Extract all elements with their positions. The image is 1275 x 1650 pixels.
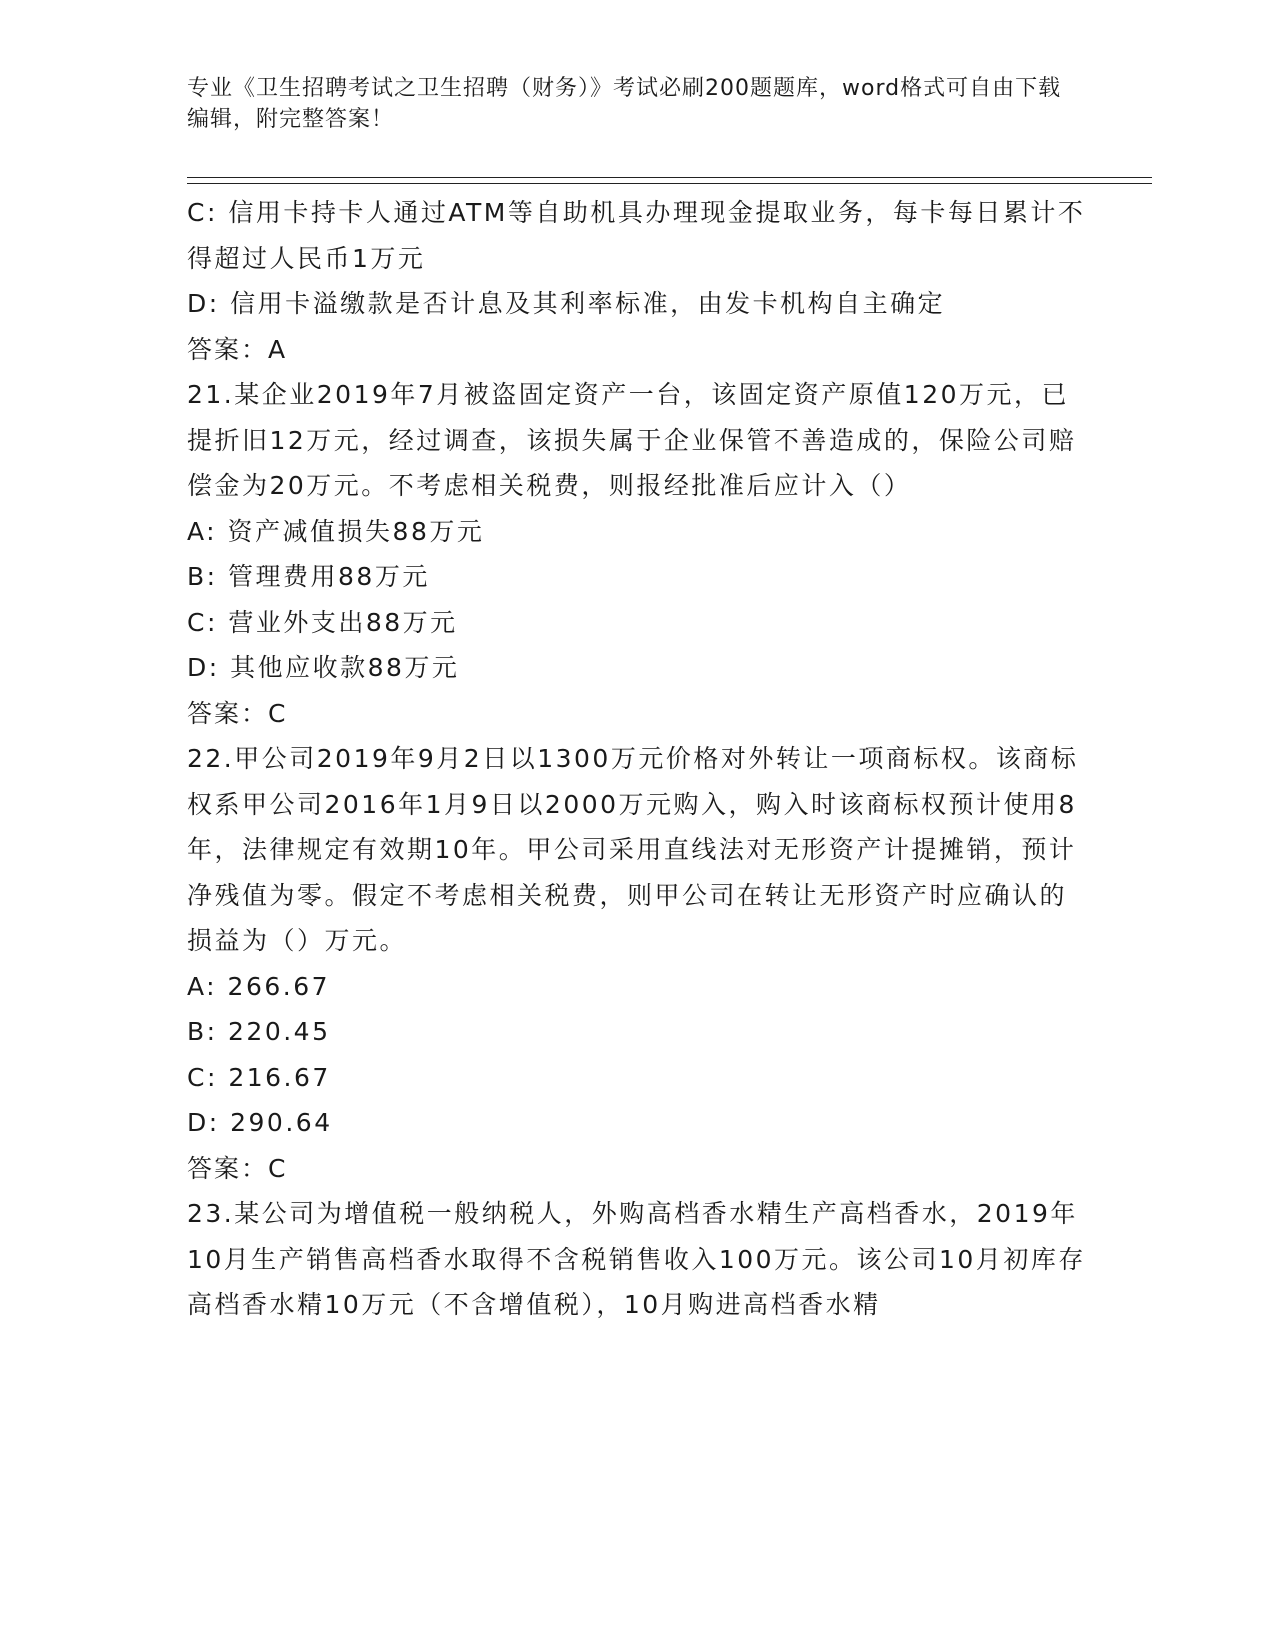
answer: 答案：C: [187, 1153, 288, 1183]
question-20-tail: [187, 190, 1087, 372]
question-stem: 22.甲公司2019年9月2日以1300万元价格对外转让一项商标权。该商标权系甲公司2016年1月9日以2000万元购入，购入时该商标权预计使用8年，法律规定有效期10年。甲公司采用直线法对无形资产计提摊销，预计净残值为零。假定不考虑相关税费，则甲公司在转让无形资产时应确认的损益为（）万元。: [187, 744, 1079, 955]
option-b: B: 管理费用88万元: [187, 562, 430, 591]
header-divider-top: [187, 177, 1152, 178]
question-stem: 21.某企业2019年7月被盗固定资产一台，该固定资产原值120万元，已提折旧12万元，经过调查，该损失属于企业保管不善造成的，保险公司赔偿金为20万元。不考虑相关税费，则报经批准后应计入（）: [187, 380, 1077, 500]
option-d: D: 信用卡溢缴款是否计息及其利率标准，由发卡机构自主确定: [187, 289, 946, 318]
option-b: B: 220.45: [187, 1017, 331, 1046]
option-a: A: 266.67: [187, 971, 331, 1001]
answer: 答案：C: [187, 698, 288, 728]
option-d: D: 其他应收款88万元: [187, 653, 460, 682]
question-stem: 23.某公司为增值税一般纳税人，外购高档香水精生产高档香水，2019年10月生产销售高档香水取得不含税销售收入100万元。该公司10月初库存高档香水精10万元（不含增值税），10月购进高档香水精: [187, 1199, 1086, 1319]
question-23: [187, 1191, 1087, 1328]
answer: 答案：A: [187, 334, 288, 364]
option-c: C: 216.67: [187, 1062, 331, 1092]
document-body: [187, 190, 1087, 1328]
option-a: A: 资产减值损失88万元: [187, 516, 485, 546]
question-22: [187, 736, 1087, 1191]
option-c: C: 营业外支出88万元: [187, 607, 458, 637]
question-21: [187, 372, 1087, 736]
option-c: C: 信用卡持卡人通过ATM等自助机具办理现金提取业务，每卡每日累计不得超过人民币1万元: [187, 198, 1086, 273]
page-header: 专业《卫生招聘考试之卫生招聘（财务）》考试必刷200题题库，word格式可自由下载编辑，附完整答案！: [187, 76, 1062, 132]
header-divider-bottom: [187, 183, 1152, 184]
option-d: D: 290.64: [187, 1108, 333, 1137]
